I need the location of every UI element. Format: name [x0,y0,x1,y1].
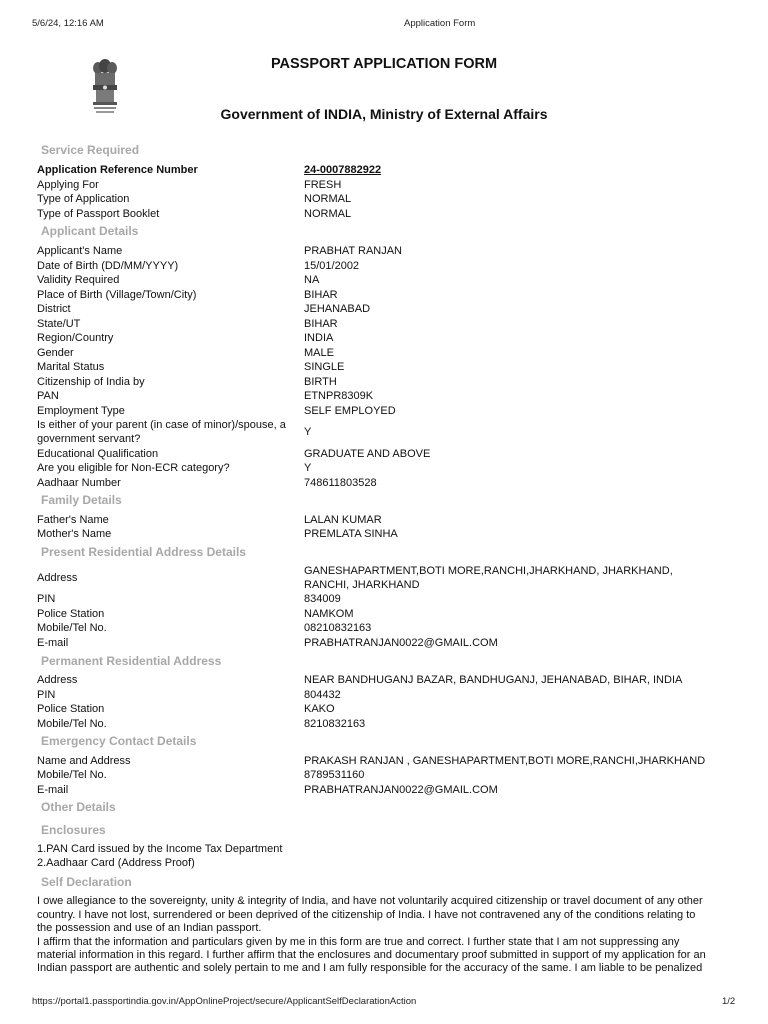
label-aadhaar: Aadhaar Number [37,477,121,489]
section-other-details: Other Details [41,800,116,814]
value-present-police-station: NAMKOM [304,608,354,620]
section-applicant-details: Applicant Details [41,224,139,238]
label-non-ecr: Are you eligible for Non-ECR category? [37,462,230,474]
value-present-address-line-1: GANESHAPARTMENT,BOTI MORE,RANCHI,JHARKHAND, JHARKHAND, [304,565,673,577]
label-mother-name: Mother's Name [37,528,112,540]
label-present-email: E-mail [37,637,69,649]
value-present-mobile: 08210832163 [304,622,372,634]
value-type-of-application: NORMAL [304,193,352,205]
value-validity: NA [304,274,320,286]
label-govt-servant-line-1: Is either of your parent (in case of minor)/spouse, a [37,419,286,431]
label-permanent-address: Address [37,674,78,686]
value-state: BIHAR [304,318,338,330]
section-service-required: Service Required [41,143,140,157]
print-footer-page-number: 1/2 [722,996,736,1007]
value-non-ecr: Y [304,462,312,474]
label-state: State/UT [37,318,81,330]
label-permanent-police-station: Police Station [37,703,105,715]
label-passport-booklet: Type of Passport Booklet [37,208,160,220]
section-family-details: Family Details [41,493,122,507]
label-marital-status: Marital Status [37,361,105,373]
declaration-line-1: I owe allegiance to the sovereignty, unity & integrity of India, and have not voluntarily acquired citizenship or travel document of any other [37,895,703,907]
print-datetime: 5/6/24, 12:16 AM [32,18,104,29]
section-self-declaration: Self Declaration [41,875,132,889]
label-citizenship: Citizenship of India by [37,376,145,388]
value-education: GRADUATE AND ABOVE [304,448,431,460]
value-permanent-pin: 804432 [304,689,341,701]
value-applying-for: FRESH [304,179,342,191]
value-employment: SELF EMPLOYED [304,405,396,417]
declaration-line-5: material information in this regard. I further affirm that the enclosures and documentary proof submitted in support of my application for an [37,949,706,961]
form-title: PASSPORT APPLICATION FORM [270,56,498,72]
label-gender: Gender [37,347,74,359]
label-emergency-email: E-mail [37,784,69,796]
section-permanent-address: Permanent Residential Address [41,654,222,668]
label-present-mobile: Mobile/Tel No. [37,622,107,634]
value-gender: MALE [304,347,334,359]
label-district: District [37,303,71,315]
label-applying-for: Applying For [37,179,99,191]
declaration-line-3: the possession and use of an Indian passport. [37,922,262,934]
value-marital-status: SINGLE [304,361,345,373]
value-emergency-email: PRABHATRANJAN0022@GMAIL.COM [304,784,498,796]
value-father-name: LALAN KUMAR [304,514,382,526]
print-page-title: Application Form [404,18,476,29]
label-application-reference: Application Reference Number [37,164,198,176]
value-region: INDIA [304,332,334,344]
value-passport-booklet: NORMAL [304,208,352,220]
label-present-pin: PIN [37,593,56,605]
label-employment: Employment Type [37,405,125,417]
value-permanent-police-station: KAKO [304,703,335,715]
label-emergency-mobile: Mobile/Tel No. [37,769,107,781]
value-present-email: PRABHATRANJAN0022@GMAIL.COM [304,637,498,649]
value-dob: 15/01/2002 [304,260,360,272]
label-education: Educational Qualification [37,448,159,460]
section-emergency-contact: Emergency Contact Details [41,734,197,748]
label-govt-servant-line-2: government servant? [37,433,141,445]
label-permanent-pin: PIN [37,689,56,701]
label-present-address: Address [37,572,78,584]
value-emergency-mobile: 8789531160 [304,769,365,781]
enclosure-item-2: 2.Aadhaar Card (Address Proof) [37,857,195,869]
value-permanent-address: NEAR BANDHUGANJ BAZAR, BANDHUGANJ, JEHANABAD, BIHAR, INDIA [304,674,683,686]
label-permanent-mobile: Mobile/Tel No. [37,718,107,730]
value-govt-servant: Y [304,426,312,438]
value-place-of-birth: BIHAR [304,289,338,301]
form-subtitle: Government of INDIA, Ministry of External Affairs [220,106,548,122]
value-district: JEHANABAD [304,303,371,315]
label-place-of-birth: Place of Birth (Village/Town/City) [37,289,197,301]
value-aadhaar: 748611803528 [304,477,377,489]
value-mother-name: PREMLATA SINHA [304,528,398,540]
label-pan: PAN [37,390,59,402]
value-permanent-mobile: 8210832163 [304,718,366,730]
value-applicant-name: PRABHAT RANJAN [304,245,403,257]
value-emergency-name: PRAKASH RANJAN , GANESHAPARTMENT,BOTI MORE,RANCHI,JHARKHAND [304,755,706,767]
value-application-reference: 24-0007882922 [304,164,382,176]
label-emergency-name: Name and Address [37,755,131,767]
enclosure-item-1: 1.PAN Card issued by the Income Tax Department [37,843,283,855]
print-footer-url[interactable]: https://portal1.passportindia.gov.in/AppOnlineProject/secure/ApplicantSelfDeclarationAction [32,996,417,1007]
section-enclosures: Enclosures [41,823,106,837]
value-present-address-line-2: RANCHI, JHARKHAND [304,579,420,591]
section-present-address: Present Residential Address Details [41,545,246,559]
value-present-pin: 834009 [304,593,341,605]
label-region: Region/Country [37,332,114,344]
label-dob: Date of Birth (DD/MM/YYYY) [37,260,179,272]
label-validity: Validity Required [37,274,120,286]
label-father-name: Father's Name [37,514,109,526]
label-applicant-name: Applicant's Name [37,245,123,257]
declaration-line-6: Indian passport are authentic and solely pertain to me and I am fully responsible for the accuracy of the same. I am liable to be penalized [37,962,703,974]
label-type-of-application: Type of Application [37,193,130,205]
value-citizenship: BIRTH [304,376,337,388]
value-pan: ETNPR8309K [304,390,374,402]
declaration-line-2: country. I have not lost, surrendered or been deprived of the citizenship of India. I have not contravened any of the conditions relating to [37,909,696,921]
label-present-police-station: Police Station [37,608,105,620]
declaration-line-4: I affirm that the information and particulars given by me in this form are true and correct. I further state that I am not suppressing any [37,936,680,948]
